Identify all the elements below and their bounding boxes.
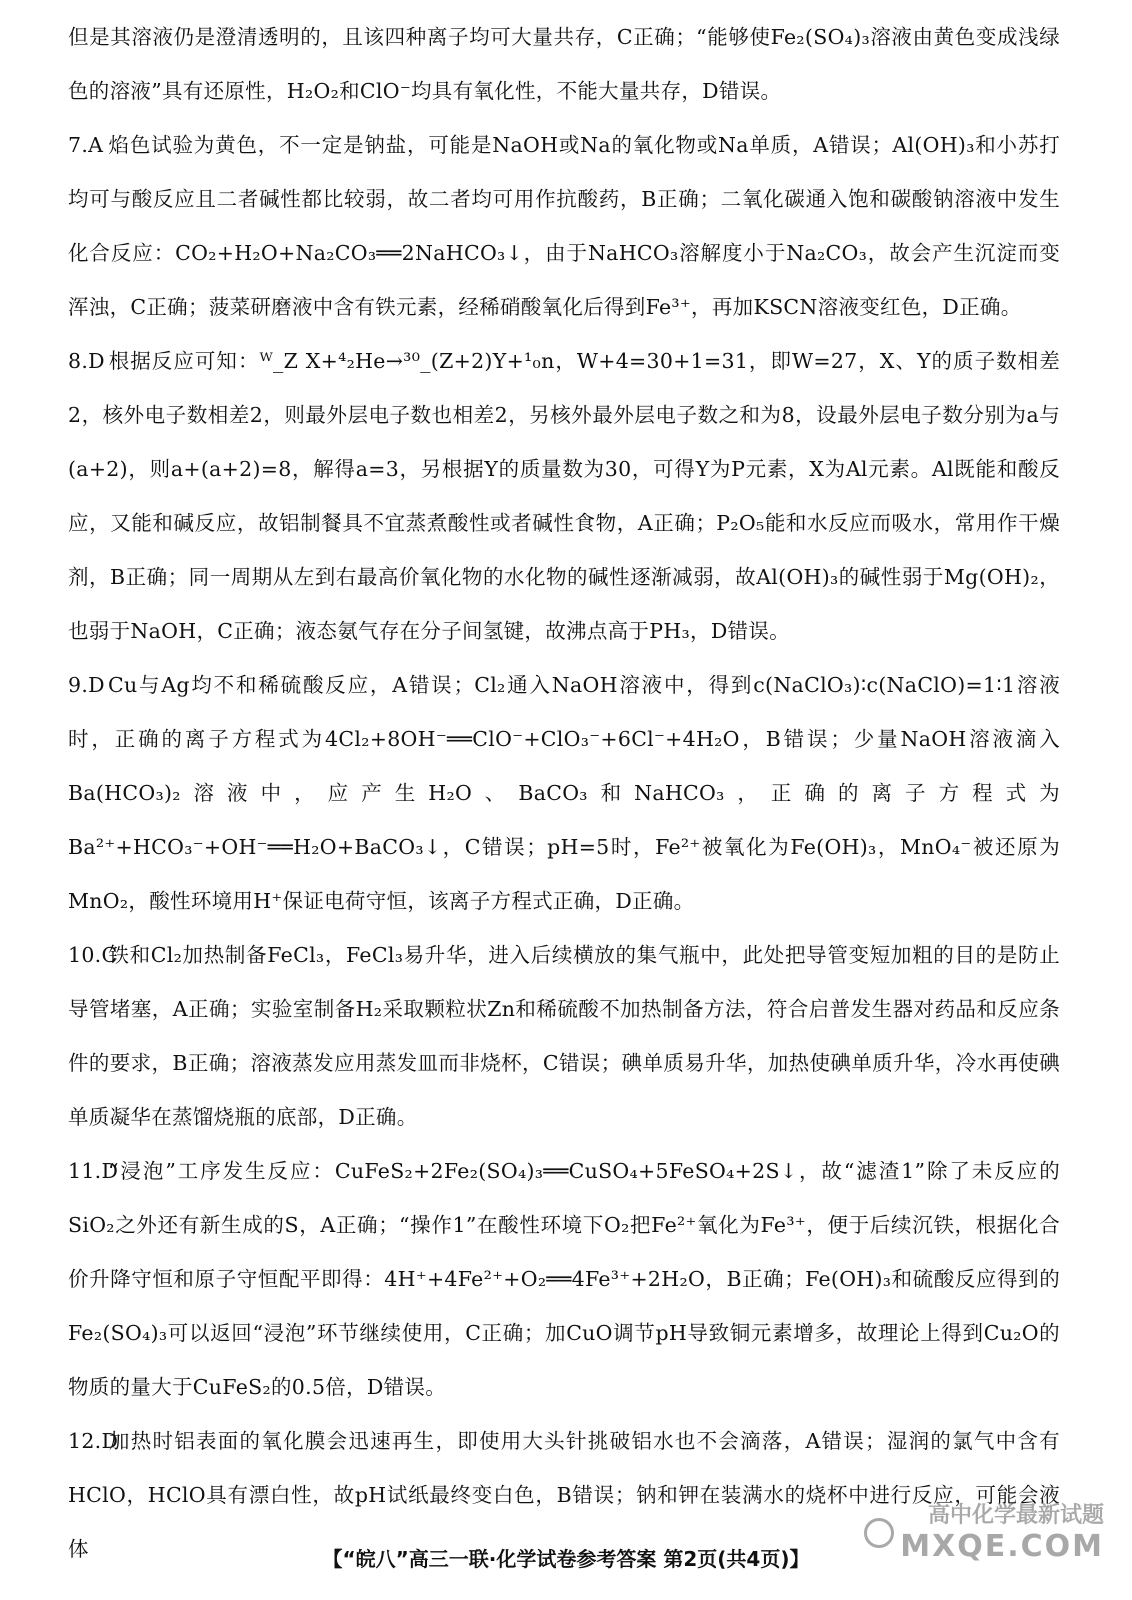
answer-text: 焰色试验为黄色，不一定是钠盐，可能是NaOH或Na的氧化物或Na单质，A错误；Al(OH)₃和小苏打均可与酸反应且二者碱性都比较弱，故二者均可用作抗酸药，B正确；二氧化碳通入饱和碳酸钠溶液中发生化合反应：CO₂+H₂O+Na₂CO₃══2NaHCO₃↓，由于NaHCO₃溶解度小于Na₂CO₃，故会产生沉淀而变浑浊，C正确；菠菜研磨液中含有铁元素，经稀硝酸氧化后得到Fe³⁺，再加KSCN溶液变红色，D正确。 bbox=[68, 133, 1060, 319]
answer-11 bbox=[68, 1144, 1060, 1414]
answer-10 bbox=[68, 928, 1060, 1144]
answer-number: 11.D bbox=[68, 1159, 119, 1183]
watermark-line2: MXQE.COM bbox=[900, 1529, 1104, 1564]
paragraph-continuation bbox=[68, 10, 1060, 118]
answer-number: 9.D bbox=[68, 673, 105, 697]
answer-9 bbox=[68, 658, 1060, 928]
answer-number: 12.D bbox=[68, 1429, 119, 1453]
answer-8 bbox=[68, 334, 1060, 658]
answer-text: Cu与Ag均不和稀硫酸反应，A错误；Cl₂通入NaOH溶液中，得到c(NaClO₃)∶c(NaClO)=1∶1溶液时，正确的离子方程式为4Cl₂+8OH⁻══ClO⁻+ClO₃⁻+6Cl⁻+4H₂O，B错误；少量NaOH溶液滴入Ba(HCO₃)₂溶液中，应产生H₂O、BaCO₃和NaHCO₃，正确的离子方程式为Ba²⁺+HCO₃⁻+OH⁻══H₂O+BaCO₃↓，C错误；pH=5时，Fe²⁺被氧化为Fe(OH)₃，MnO₄⁻被还原为MnO₂，酸性环境用H⁺保证电荷守恒，该离子方程式正确，D正确。 bbox=[68, 673, 1060, 913]
answer-text: 铁和Cl₂加热制备FeCl₃，FeCl₃易升华，进入后续横放的集气瓶中，此处把导管变短加粗的目的是防止导管堵塞，A正确；实验室制备H₂采取颗粒状Zn和稀硫酸不加热制备方法，符合启普发生器对药品和反应条件的要求，B正确；溶液蒸发应用蒸发皿而非烧杯，C错误；碘单质易升华，加热使碘单质升华，冷水再使碘单质凝华在蒸馏烧瓶的底部，D正确。 bbox=[68, 943, 1060, 1129]
answer-number: 8.D bbox=[68, 349, 105, 373]
wechat-icon bbox=[864, 1518, 894, 1548]
paragraph-text: 但是其溶液仍是澄清透明的，且该四种离子均可大量共存，C正确；“能够使Fe₂(SO₄)₃溶液由黄色变成浅绿色的溶液”具有还原性，H₂O₂和ClO⁻均具有氧化性，不能大量共存，D错误。 bbox=[68, 25, 1060, 103]
watermark bbox=[874, 1498, 1104, 1582]
answer-text: 根据反应可知：ᵂ_Z X+⁴₂He→³⁰_(Z+2)Y+¹₀n，W+4=30+1=31，即W=27，X、Y的质子数相差2，核外电子数相差2，则最外层电子数也相差2，另核外最外层电子数之和为8，设最外层电子数分别为a与(a+2)，则a+(a+2)=8，解得a=3，另根据Y的质量数为30，可得Y为P元素，X为Al元素。Al既能和酸反应，又能和碱反应，故铝制餐具不宜蒸煮酸性或者碱性食物，A正确；P₂O₅能和水反应而吸水，常用作干燥剂，B正确；同一周期从左到右最高价氧化物的水化物的碱性逐渐减弱，故Al(OH)₃的碱性弱于Mg(OH)₂，也弱于NaOH，C正确；液态氨气存在分子间氢键，故沸点高于PH₃，D错误。 bbox=[68, 349, 1060, 643]
answer-page bbox=[68, 10, 1060, 1576]
answer-number: 7.A bbox=[68, 133, 104, 157]
answer-text: “浸泡”工序发生反应：CuFeS₂+2Fe₂(SO₄)₃══CuSO₄+5FeSO₄+2S↓，故“滤渣1”除了未反应的SiO₂之外还有新生成的S，A正确；“操作1”在酸性环境下O₂把Fe²⁺氧化为Fe³⁺，便于后续沉铁，根据化合价升降守恒和原子守恒配平即得：4H⁺+4Fe²⁺+O₂══4Fe³⁺+2H₂O，B正确；Fe(OH)₃和硫酸反应得到的Fe₂(SO₄)₃可以返回“浸泡”环节继续使用，C正确；加CuO调节pH导致铜元素增多，故理论上得到Cu₂O的物质的量大于CuFeS₂的0.5倍，D错误。 bbox=[68, 1159, 1060, 1399]
answer-text: 加热时铝表面的氧化膜会迅速再生，即使用大头针挑破铝水也不会滴落，A错误；湿润的氯气中含有HClO，HClO具有漂白性，故pH试纸最终变白色，B错误；钠和钾在装满水的烧杯中进行反应，可能会液体 bbox=[68, 1429, 1060, 1561]
answer-7 bbox=[68, 118, 1060, 334]
watermark-line1: 高中化学最新试题 bbox=[927, 1503, 1104, 1528]
page-footer: 【“皖八”高三一联·化学试卷参考答案 第2页(共4页)】 bbox=[322, 1547, 810, 1571]
answer-number: 10.C bbox=[68, 943, 118, 967]
